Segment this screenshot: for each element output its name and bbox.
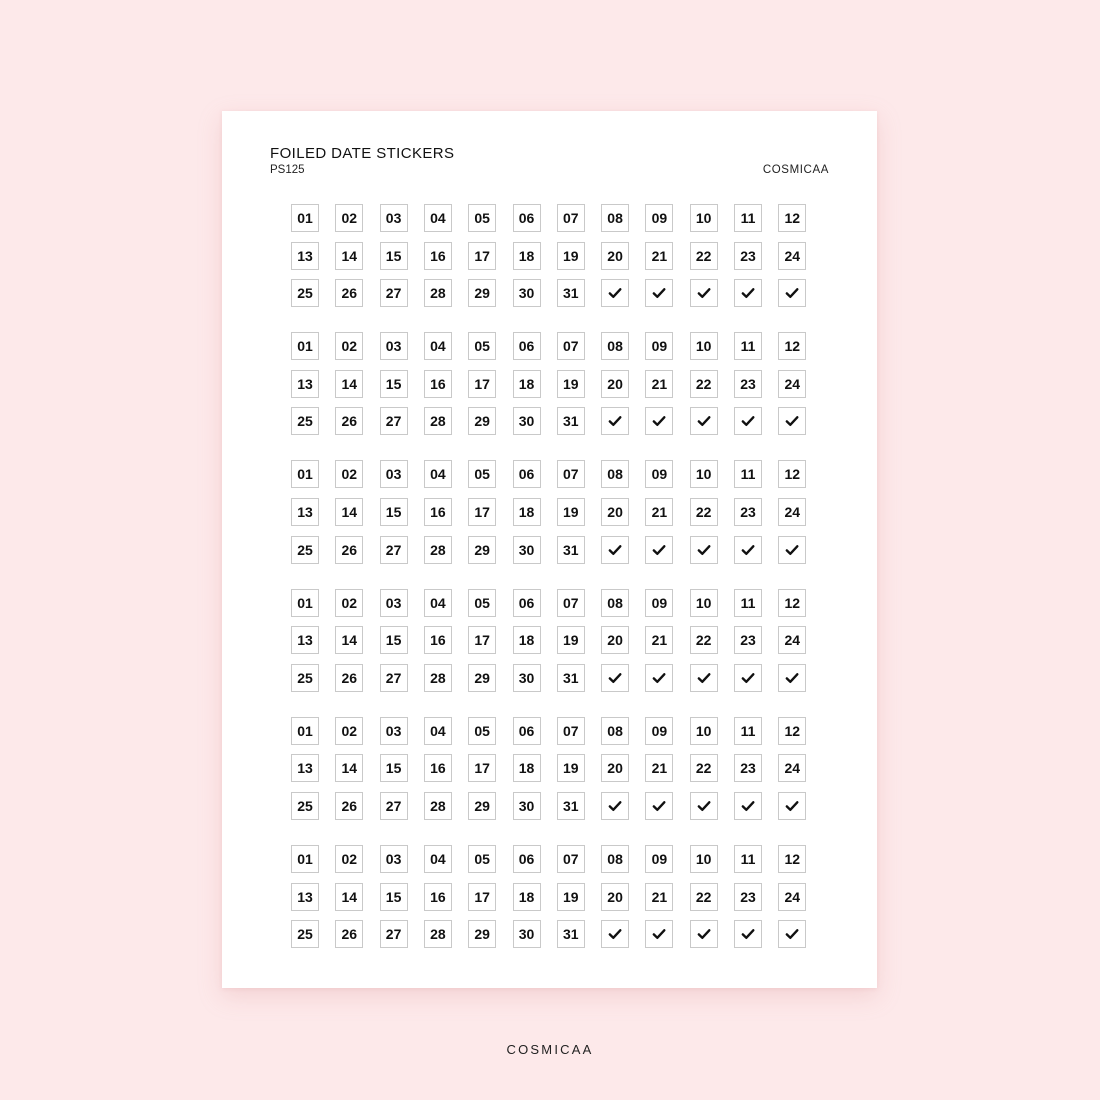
date-sticker: 19 [557, 754, 585, 782]
check-sticker [734, 664, 762, 692]
date-sticker: 09 [645, 589, 673, 617]
date-sticker: 06 [513, 460, 541, 488]
date-sticker: 22 [690, 754, 718, 782]
date-sticker: 21 [645, 242, 673, 270]
date-sticker: 14 [335, 883, 363, 911]
check-icon [741, 286, 755, 300]
check-icon [785, 286, 799, 300]
sticker-block [222, 717, 877, 837]
check-sticker [734, 536, 762, 564]
check-icon [608, 286, 622, 300]
date-sticker: 15 [380, 883, 408, 911]
date-sticker: 19 [557, 242, 585, 270]
date-sticker: 29 [468, 536, 496, 564]
date-sticker: 21 [645, 498, 673, 526]
date-sticker: 09 [645, 460, 673, 488]
check-sticker [645, 792, 673, 820]
date-sticker: 18 [513, 626, 541, 654]
date-sticker: 11 [734, 845, 762, 873]
date-sticker: 17 [468, 242, 496, 270]
date-sticker: 15 [380, 498, 408, 526]
check-icon [697, 671, 711, 685]
date-sticker: 30 [513, 664, 541, 692]
check-sticker [645, 536, 673, 564]
sticker-block [222, 332, 877, 452]
date-sticker: 09 [645, 845, 673, 873]
date-sticker: 04 [424, 460, 452, 488]
date-sticker: 25 [291, 920, 319, 948]
check-icon [697, 286, 711, 300]
date-sticker: 02 [335, 204, 363, 232]
date-sticker: 19 [557, 498, 585, 526]
check-icon [652, 286, 666, 300]
date-sticker: 27 [380, 536, 408, 564]
date-sticker: 14 [335, 242, 363, 270]
date-sticker: 05 [468, 332, 496, 360]
date-sticker: 12 [778, 845, 806, 873]
date-sticker: 06 [513, 332, 541, 360]
date-sticker: 15 [380, 626, 408, 654]
date-sticker: 17 [468, 883, 496, 911]
check-sticker [645, 920, 673, 948]
date-sticker: 16 [424, 883, 452, 911]
date-sticker: 23 [734, 883, 762, 911]
date-sticker: 01 [291, 332, 319, 360]
date-sticker: 20 [601, 498, 629, 526]
sticker-block [222, 845, 877, 965]
check-icon [608, 414, 622, 428]
date-sticker: 26 [335, 792, 363, 820]
date-sticker: 15 [380, 754, 408, 782]
date-sticker: 11 [734, 460, 762, 488]
date-sticker: 29 [468, 920, 496, 948]
date-sticker: 14 [335, 626, 363, 654]
date-sticker: 08 [601, 460, 629, 488]
date-sticker: 14 [335, 754, 363, 782]
check-icon [741, 671, 755, 685]
date-sticker: 25 [291, 407, 319, 435]
product-code: PS125 [270, 164, 305, 176]
check-icon [785, 543, 799, 557]
check-sticker [601, 920, 629, 948]
sheet-title: FOILED DATE STICKERS [270, 145, 455, 162]
date-sticker: 27 [380, 920, 408, 948]
footer-brand: COSMICAA [506, 1042, 594, 1057]
check-sticker [690, 920, 718, 948]
date-sticker: 13 [291, 498, 319, 526]
date-sticker: 17 [468, 370, 496, 398]
check-icon [785, 414, 799, 428]
date-sticker: 23 [734, 370, 762, 398]
date-sticker: 20 [601, 883, 629, 911]
date-sticker: 24 [778, 242, 806, 270]
check-icon [608, 543, 622, 557]
date-sticker: 30 [513, 536, 541, 564]
check-icon [741, 543, 755, 557]
date-sticker: 28 [424, 792, 452, 820]
check-sticker [734, 920, 762, 948]
date-sticker: 24 [778, 498, 806, 526]
check-icon [785, 799, 799, 813]
check-icon [741, 799, 755, 813]
date-sticker: 04 [424, 204, 452, 232]
check-sticker [778, 536, 806, 564]
check-sticker [734, 279, 762, 307]
date-sticker: 06 [513, 845, 541, 873]
date-sticker: 31 [557, 279, 585, 307]
date-sticker: 22 [690, 883, 718, 911]
date-sticker: 06 [513, 589, 541, 617]
date-sticker: 02 [335, 460, 363, 488]
sheet-brand: COSMICAA [762, 164, 829, 176]
date-sticker: 20 [601, 242, 629, 270]
date-sticker: 14 [335, 370, 363, 398]
date-sticker: 30 [513, 279, 541, 307]
check-sticker [734, 792, 762, 820]
date-sticker: 03 [380, 717, 408, 745]
date-sticker: 13 [291, 242, 319, 270]
date-sticker: 01 [291, 460, 319, 488]
date-sticker: 24 [778, 754, 806, 782]
date-sticker: 10 [690, 460, 718, 488]
date-sticker: 22 [690, 242, 718, 270]
date-sticker: 05 [468, 717, 496, 745]
date-sticker: 17 [468, 498, 496, 526]
date-sticker: 30 [513, 407, 541, 435]
date-sticker: 20 [601, 626, 629, 654]
date-sticker: 16 [424, 370, 452, 398]
date-sticker: 19 [557, 370, 585, 398]
date-sticker: 03 [380, 589, 408, 617]
date-sticker: 31 [557, 664, 585, 692]
date-sticker: 10 [690, 332, 718, 360]
date-sticker: 03 [380, 204, 408, 232]
date-sticker: 15 [380, 242, 408, 270]
date-sticker: 26 [335, 279, 363, 307]
check-icon [697, 543, 711, 557]
date-sticker: 28 [424, 920, 452, 948]
check-icon [741, 414, 755, 428]
check-icon [608, 671, 622, 685]
check-icon [652, 799, 666, 813]
check-icon [652, 543, 666, 557]
date-sticker: 10 [690, 717, 718, 745]
date-sticker: 27 [380, 792, 408, 820]
date-sticker: 07 [557, 332, 585, 360]
date-sticker: 08 [601, 845, 629, 873]
date-sticker: 21 [645, 754, 673, 782]
check-sticker [601, 407, 629, 435]
date-sticker: 18 [513, 498, 541, 526]
sticker-block [222, 460, 877, 580]
check-icon [652, 927, 666, 941]
check-sticker [601, 279, 629, 307]
date-sticker: 13 [291, 883, 319, 911]
check-icon [652, 671, 666, 685]
date-sticker: 31 [557, 536, 585, 564]
date-sticker: 03 [380, 332, 408, 360]
date-sticker: 24 [778, 883, 806, 911]
date-sticker: 28 [424, 664, 452, 692]
date-sticker: 28 [424, 407, 452, 435]
date-sticker: 05 [468, 460, 496, 488]
date-sticker: 04 [424, 332, 452, 360]
check-icon [608, 799, 622, 813]
date-sticker: 25 [291, 279, 319, 307]
check-sticker [734, 407, 762, 435]
date-sticker: 09 [645, 717, 673, 745]
date-sticker: 08 [601, 589, 629, 617]
date-sticker: 09 [645, 332, 673, 360]
date-sticker: 26 [335, 664, 363, 692]
date-sticker: 29 [468, 407, 496, 435]
date-sticker: 26 [335, 920, 363, 948]
check-sticker [690, 792, 718, 820]
date-sticker: 07 [557, 204, 585, 232]
date-sticker: 13 [291, 626, 319, 654]
date-sticker: 01 [291, 717, 319, 745]
date-sticker: 20 [601, 754, 629, 782]
check-icon [741, 927, 755, 941]
date-sticker: 12 [778, 204, 806, 232]
date-sticker: 25 [291, 664, 319, 692]
check-sticker [690, 279, 718, 307]
date-sticker: 24 [778, 626, 806, 654]
date-sticker: 02 [335, 589, 363, 617]
check-sticker [778, 792, 806, 820]
date-sticker: 10 [690, 589, 718, 617]
date-sticker: 16 [424, 242, 452, 270]
check-sticker [645, 279, 673, 307]
date-sticker: 07 [557, 589, 585, 617]
date-sticker: 15 [380, 370, 408, 398]
check-sticker [690, 536, 718, 564]
date-sticker: 25 [291, 792, 319, 820]
check-icon [608, 927, 622, 941]
check-icon [785, 927, 799, 941]
date-sticker: 22 [690, 498, 718, 526]
date-sticker: 13 [291, 370, 319, 398]
date-sticker: 06 [513, 717, 541, 745]
date-sticker: 16 [424, 754, 452, 782]
check-sticker [778, 920, 806, 948]
sticker-block [222, 204, 877, 324]
date-sticker: 16 [424, 626, 452, 654]
date-sticker: 03 [380, 845, 408, 873]
check-sticker [645, 664, 673, 692]
date-sticker: 22 [690, 370, 718, 398]
date-sticker: 23 [734, 242, 762, 270]
date-sticker: 25 [291, 536, 319, 564]
check-icon [697, 799, 711, 813]
date-sticker: 07 [557, 717, 585, 745]
date-sticker: 31 [557, 792, 585, 820]
date-sticker: 12 [778, 589, 806, 617]
check-sticker [645, 407, 673, 435]
date-sticker: 27 [380, 279, 408, 307]
date-sticker: 29 [468, 279, 496, 307]
date-sticker: 11 [734, 717, 762, 745]
date-sticker: 02 [335, 717, 363, 745]
date-sticker: 17 [468, 754, 496, 782]
date-sticker: 14 [335, 498, 363, 526]
date-sticker: 12 [778, 717, 806, 745]
date-sticker: 23 [734, 626, 762, 654]
check-sticker [778, 279, 806, 307]
date-sticker: 11 [734, 204, 762, 232]
date-sticker: 21 [645, 883, 673, 911]
date-sticker: 18 [513, 754, 541, 782]
date-sticker: 24 [778, 370, 806, 398]
check-icon [697, 927, 711, 941]
check-sticker [778, 407, 806, 435]
date-sticker: 11 [734, 332, 762, 360]
date-sticker: 31 [557, 920, 585, 948]
date-sticker: 26 [335, 536, 363, 564]
date-sticker: 29 [468, 664, 496, 692]
date-sticker: 01 [291, 845, 319, 873]
check-sticker [690, 664, 718, 692]
date-sticker: 04 [424, 589, 452, 617]
date-sticker: 27 [380, 664, 408, 692]
date-sticker: 27 [380, 407, 408, 435]
date-sticker: 23 [734, 754, 762, 782]
date-sticker: 18 [513, 242, 541, 270]
date-sticker: 05 [468, 845, 496, 873]
date-sticker: 20 [601, 370, 629, 398]
date-sticker: 29 [468, 792, 496, 820]
date-sticker: 22 [690, 626, 718, 654]
date-sticker: 08 [601, 204, 629, 232]
check-sticker [601, 792, 629, 820]
date-sticker: 21 [645, 370, 673, 398]
date-sticker: 16 [424, 498, 452, 526]
sticker-grid [222, 111, 877, 988]
date-sticker: 03 [380, 460, 408, 488]
date-sticker: 30 [513, 792, 541, 820]
date-sticker: 28 [424, 536, 452, 564]
check-sticker [690, 407, 718, 435]
check-icon [785, 671, 799, 685]
date-sticker: 05 [468, 589, 496, 617]
date-sticker: 05 [468, 204, 496, 232]
date-sticker: 02 [335, 332, 363, 360]
sticker-block [222, 589, 877, 709]
check-sticker [601, 664, 629, 692]
date-sticker: 13 [291, 754, 319, 782]
date-sticker: 07 [557, 460, 585, 488]
date-sticker: 10 [690, 204, 718, 232]
date-sticker: 04 [424, 845, 452, 873]
date-sticker: 01 [291, 204, 319, 232]
date-sticker: 12 [778, 460, 806, 488]
check-sticker [778, 664, 806, 692]
date-sticker: 31 [557, 407, 585, 435]
date-sticker: 21 [645, 626, 673, 654]
date-sticker: 18 [513, 883, 541, 911]
date-sticker: 26 [335, 407, 363, 435]
date-sticker: 02 [335, 845, 363, 873]
check-sticker [601, 536, 629, 564]
date-sticker: 01 [291, 589, 319, 617]
date-sticker: 17 [468, 626, 496, 654]
date-sticker: 08 [601, 332, 629, 360]
date-sticker: 30 [513, 920, 541, 948]
date-sticker: 18 [513, 370, 541, 398]
date-sticker: 12 [778, 332, 806, 360]
date-sticker: 04 [424, 717, 452, 745]
date-sticker: 23 [734, 498, 762, 526]
date-sticker: 19 [557, 626, 585, 654]
date-sticker: 09 [645, 204, 673, 232]
date-sticker: 11 [734, 589, 762, 617]
date-sticker: 08 [601, 717, 629, 745]
date-sticker: 19 [557, 883, 585, 911]
check-icon [697, 414, 711, 428]
sticker-sheet [222, 111, 877, 988]
date-sticker: 06 [513, 204, 541, 232]
date-sticker: 28 [424, 279, 452, 307]
date-sticker: 10 [690, 845, 718, 873]
check-icon [652, 414, 666, 428]
date-sticker: 07 [557, 845, 585, 873]
